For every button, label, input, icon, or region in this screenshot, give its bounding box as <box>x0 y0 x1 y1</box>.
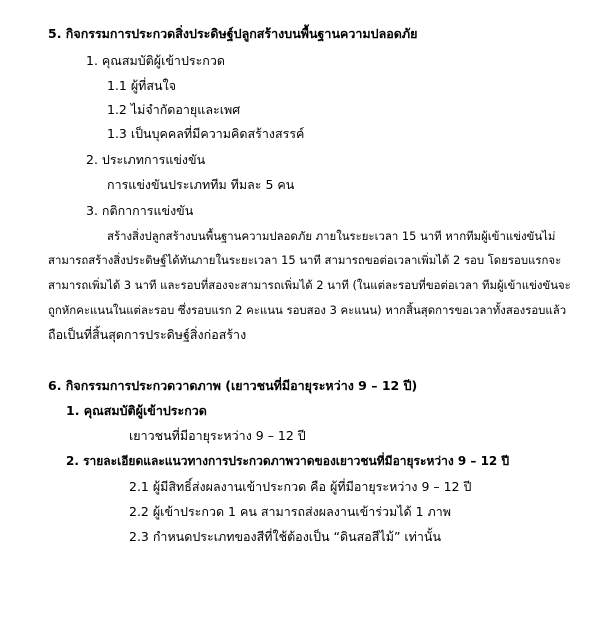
rules-paragraph-line: ถือเป็นที่สิ้นสุดการประดิษฐ์สิ่งก่อสร้าง <box>48 327 247 342</box>
competition-type-label: 2. ประเภทการแข่งขัน <box>86 152 206 167</box>
qualification-item: 1.3 เป็นบุคคลที่มีความคิดสร้างสรรค์ <box>107 126 305 141</box>
competition-type-text: การแข่งขันประเภททีม ทีมละ 5 คน <box>107 177 295 192</box>
rules-paragraph-line: ถูกหักคะแนนในแต่ละรอบ ซึ่งรอบแรก 2 คะแนน รอบสอง 3 คะแนน) หากสิ้นสุดการขอเวลาทั้งสองรอบแล้ว <box>48 303 567 317</box>
drawing-qualification-label: 1. คุณสมบัติผู้เข้าประกวด <box>66 403 207 418</box>
rules-paragraph-line: สร้างสิ่งปลูกสร้างบนพื้นฐานความปลอดภัย ภายในระยะเวลา 15 นาที หากทีมผู้เข้าแข่งขันไม่ <box>107 229 556 243</box>
qualification-label: 1. คุณสมบัติผู้เข้าประกวด <box>86 53 226 68</box>
drawing-detail-item: 2.1 ผู้มีสิทธิ์ส่งผลงานเข้าประกวด คือ ผู้ที่มีอายุระหว่าง 9 – 12 ปี <box>129 479 472 494</box>
drawing-qualification-text: เยาวชนที่มีอายุระหว่าง 9 – 12 ปี <box>129 428 306 443</box>
drawing-detail-item: 2.3 กำหนดประเภทของสีที่ใช้ต้องเป็น “ดินสอสีไม้” เท่านั้น <box>129 529 442 544</box>
rules-paragraph-line: สามารถเพิ่มได้ 3 นาที และรอบที่สองจะสามารถเพิ่มได้ 2 นาที (ในแต่ละรอบที่ขอต่อเวลา ทีมผู้เข้าแข่งขันจะ <box>48 278 571 292</box>
rules-label: 3. กติกาการแข่งขัน <box>86 203 194 218</box>
qualification-item: 1.2 ไม่จำกัดอายุและเพศ <box>107 102 241 117</box>
drawing-detail-item: 2.2 ผู้เข้าประกวด 1 คน สามารถส่งผลงานเข้าร่วมได้ 1 ภาพ <box>129 504 452 519</box>
drawing-details-label: 2. รายละเอียดและแนวทางการประกวดภาพวาดของเยาวชนที่มีอายุระหว่าง 9 – 12 ปี <box>66 454 510 468</box>
section-5-heading: 5. กิจกรรมการประกวดสิ่งประดิษฐ์ปลูกสร้างบนพื้นฐานความปลอดภัย <box>48 26 418 41</box>
section-6-heading: 6. กิจกรรมการประกวดวาดภาพ (เยาวชนที่มีอายุระหว่าง 9 – 12 ปี) <box>48 378 418 393</box>
qualification-item: 1.1 ผู้ที่สนใจ <box>107 78 177 93</box>
rules-paragraph-line: สามารถสร้างสิ่งประดิษฐ์ได้ทันภายในระยะเวลา 15 นาที สามารถขอต่อเวลาเพิ่มได้ 2 รอบ โดยรอบแรกจะ <box>48 253 562 267</box>
